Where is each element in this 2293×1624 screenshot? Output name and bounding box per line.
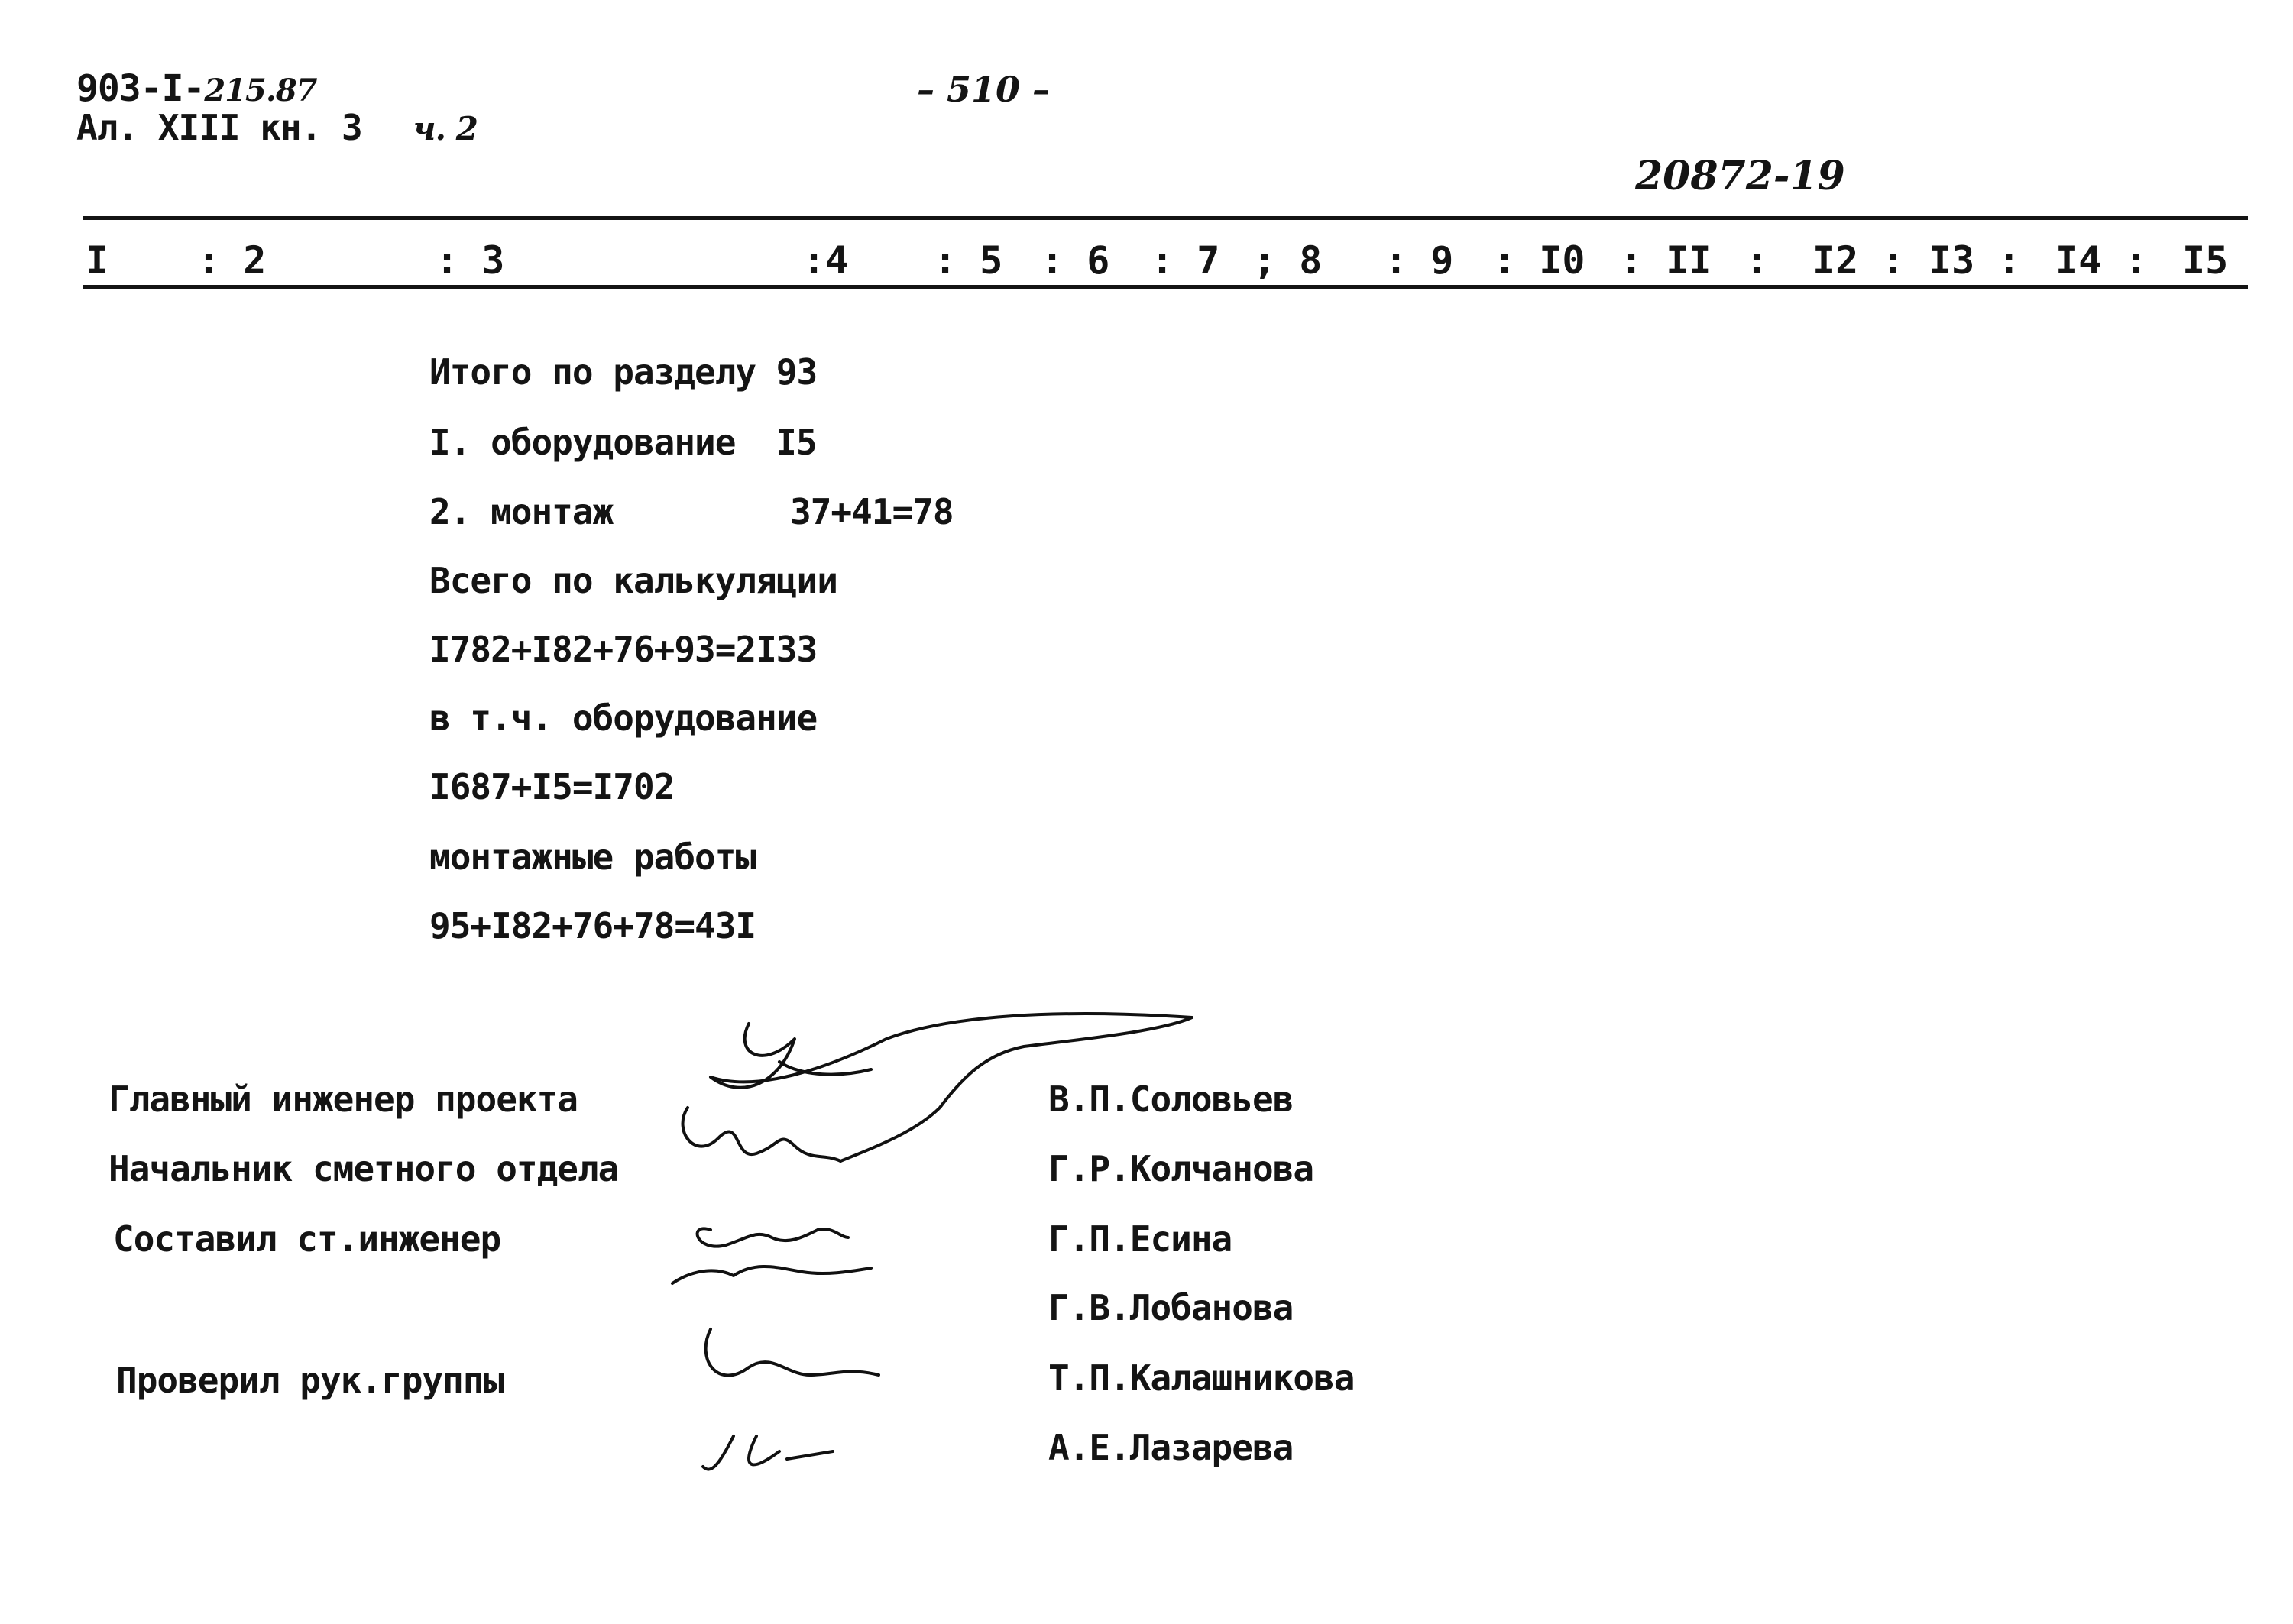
column-number-5: : 5 — [934, 238, 1003, 283]
calculation-total: Всего по калькуляции — [429, 560, 837, 601]
signature-kolchanova — [683, 1108, 840, 1161]
page-number: – 510 – — [917, 69, 1051, 110]
equipment-sum: I687+I5=I702 — [429, 766, 675, 807]
column-number-15: I5 — [2182, 238, 2229, 283]
signature-lazareva — [703, 1436, 833, 1470]
role-head-estimate: Начальник сметного отдела — [108, 1148, 619, 1189]
installation-label: 2. монтаж — [429, 491, 614, 532]
equipment-value: I5 — [776, 422, 817, 463]
column-number-13: I3 : — [1929, 238, 2021, 283]
equipment-line — [429, 422, 817, 463]
series-prefix: 903-I- — [76, 67, 205, 110]
column-number-1: I — [86, 238, 109, 283]
column-number-7: : 7 — [1151, 238, 1220, 283]
signature-lobanova — [672, 1267, 871, 1283]
name-lazareva: А.Е.Лазарева — [1048, 1427, 1294, 1468]
column-number-10: : I0 — [1493, 238, 1585, 283]
signature-kalashnikova — [706, 1329, 879, 1375]
column-number-6: : 6 — [1041, 238, 1110, 283]
name-kolchanova: Г.Р.Колчанова — [1048, 1148, 1314, 1189]
name-solovyev: В.П.Соловьев — [1048, 1079, 1294, 1120]
part-number: ч. 2 — [413, 110, 478, 147]
role-compiled: Составил ст.инженер — [113, 1218, 501, 1260]
column-separator: : — [1745, 238, 1769, 283]
series-handwritten: 215.87 — [204, 73, 317, 108]
column-number-12: I2 : — [1812, 238, 1905, 283]
calculation-sum: I782+I82+76+93=2I33 — [429, 629, 818, 670]
series-number — [76, 67, 316, 110]
column-number-14: I4 : — [2055, 238, 2148, 283]
name-lobanova: Г.В.Лобанова — [1048, 1287, 1294, 1328]
album-book: Ал. XIII кн. 3 — [76, 107, 362, 148]
document-number: 20872-19 — [1635, 153, 1845, 199]
equipment-label: I. оборудование — [429, 422, 736, 463]
installation-sum: 95+I82+76+78=43I — [429, 905, 756, 946]
column-number-8: ; 8 — [1253, 238, 1323, 283]
name-kalashnikova: Т.П.Калашникова — [1048, 1357, 1355, 1399]
installation-value: 37+41=78 — [790, 491, 954, 532]
role-chief-engineer: Главный инженер проекта — [108, 1079, 578, 1120]
column-number-3: : 3 — [436, 238, 505, 283]
column-header-rule — [83, 285, 2248, 289]
album-line — [76, 107, 478, 148]
name-esina: Г.П.Есина — [1048, 1218, 1232, 1260]
signature-esina — [698, 1228, 848, 1246]
installation-works: монтажные работы — [429, 836, 756, 878]
top-rule — [83, 216, 2248, 220]
installation-line — [429, 491, 954, 532]
role-checked: Проверил рук.группы — [116, 1360, 504, 1401]
column-number-2: : 2 — [197, 238, 267, 283]
including-equipment: в т.ч. оборудование — [429, 697, 818, 739]
column-number-9: : 9 — [1385, 238, 1454, 283]
column-number-11: : II — [1620, 238, 1712, 283]
column-number-4: :4 — [802, 238, 849, 283]
section-total: Итого по разделу 93 — [429, 351, 818, 393]
